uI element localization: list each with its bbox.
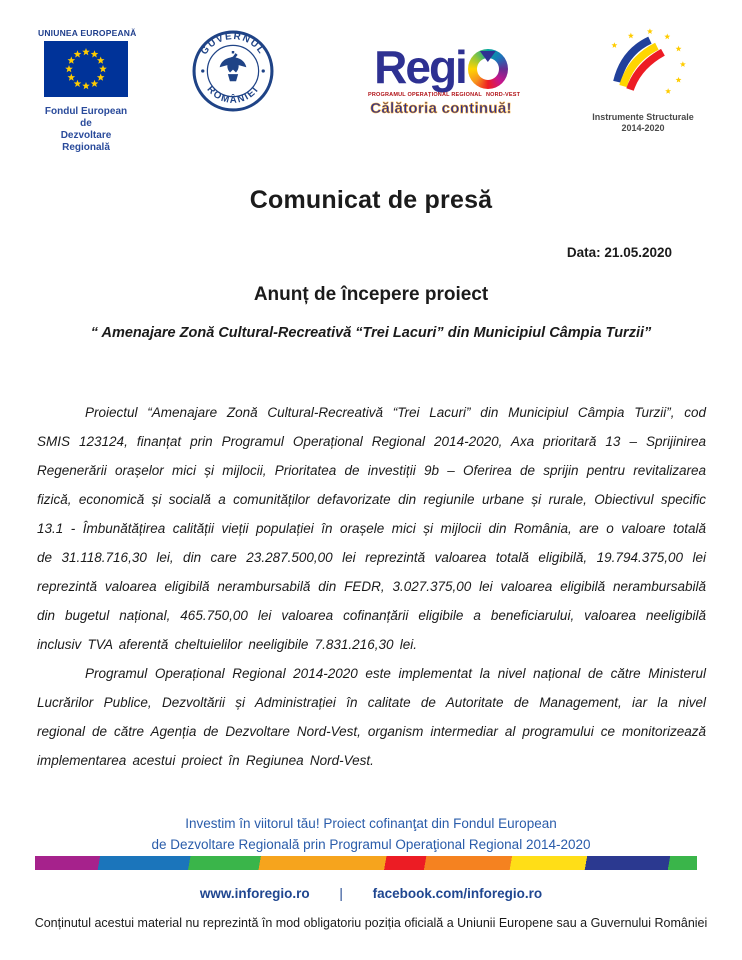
structural-instruments-icon [583, 28, 703, 106]
regio-arrow-icon [480, 51, 496, 62]
paragraph-project-details: Proiectul “Amenajare Zonă Cultural-Recreativă “Trei Lacuri” din Municipiul Câmpia Turzii”, cod SMIS 123124, finanțat prin Programul Operațional Regional 2014-2020, Axa prioritară 13 – Sprijinirea Regenerării orașelor mici și mijlocii, Prioritatea de investiții 9b – Oferirea de sprijin pentru revitalizarea fizică, economică și socială a comunităților defavorizate din regiunile urbane și rurale, Obiectivul specific 13.1 - Îmbunătățirea calității vieții populației în orașele mici și mijlocii din România, are o valoare totală de 31.118.716,30 lei, din care 23.287.500,00 lei reprezintă valoarea totală eligibilă, 19.794.375,00 lei reprezintă valoarea eligibilă nerambursabilă din FEDR, 3.027.375,00 lei valoarea eligibilă nerambursabilă din bugetul național, 465.750,00 lei valoarea cofinanțării eligibile a beneficiarului, valoarea neeligibilă inclusiv TVA aferentă cheltuielilor neeligibile 7.831.216,30 lei. [37, 405, 706, 652]
government-seal-icon [192, 30, 274, 112]
regio-o-icon [468, 49, 508, 89]
facebook-link[interactable]: facebook.com/inforegio.ro [372, 886, 543, 901]
structural-instruments-caption: Instrumente Structurale 2014-2020 [592, 112, 694, 133]
footer-links [0, 886, 742, 901]
project-title: “ Amenajare Zonă Cultural-Recreativă “Trei Lacuri” din Municipiul Câmpia Turzii” [90, 325, 652, 341]
svg-text:GUVERNUL: GUVERNUL [198, 31, 268, 57]
links-separator: | [339, 886, 343, 901]
page-title: Comunicat de presă [249, 186, 493, 214]
svg-text:ROMÂNIEI: ROMÂNIEI [204, 83, 262, 106]
announcement-title: Anunț de începere proiect [253, 284, 489, 305]
eagle-emblem-icon [220, 51, 247, 81]
regio-tagline: Călătoria continuă! [370, 100, 512, 117]
instrumente-structurale-logo [578, 28, 708, 134]
regio-logo [366, 38, 521, 117]
footer-invest-line1: Investim în viitorul tău! Proiect cofinanţat din Fondul European [185, 816, 557, 831]
footer-invest-line2: de Dezvoltare Regională prin Programul Operaţional Regional 2014-2020 [151, 837, 591, 852]
regio-wordmark: Regi [374, 41, 466, 93]
color-stripe [35, 856, 697, 870]
footer-invest-text [0, 813, 742, 855]
romanian-government-seal [192, 30, 274, 112]
regio-subrow [366, 91, 521, 98]
eu-flag-icon [44, 41, 128, 97]
body-text [37, 398, 706, 775]
regio-region-label: NORD-VEST [485, 91, 521, 98]
eu-logo-title: UNIUNEA EUROPEANĂ [38, 28, 137, 38]
inforegio-link[interactable]: www.inforegio.ro [199, 886, 310, 901]
regio-brand [366, 38, 516, 93]
disclaimer-text: Conținutul acestui material nu reprezintă în mod obligatoriu poziția oficială a Uniunii Europene sau a Guvernului României [34, 916, 708, 930]
regio-program-label: PROGRAMUL OPERAȚIONAL REGIONAL [368, 91, 482, 98]
date-label: Data: 21.05.2020 [566, 245, 672, 260]
paragraph-program-info: Programul Operațional Regional 2014-2020 este implementat la nivel național de către Ministerul Lucrărilor Publice, Dezvoltării și Administrației în calitate de Autoritate de Management, iar la nivel regional de către Agenția de Dezvoltare Nord-Vest, organism intermediar al programului ce monitorizează implementarea acestui proiect în Regiunea Nord-Vest. [37, 666, 706, 768]
eu-logo [38, 28, 137, 154]
eu-logo-caption: Fondul European de Dezvoltare Regională [44, 106, 128, 153]
